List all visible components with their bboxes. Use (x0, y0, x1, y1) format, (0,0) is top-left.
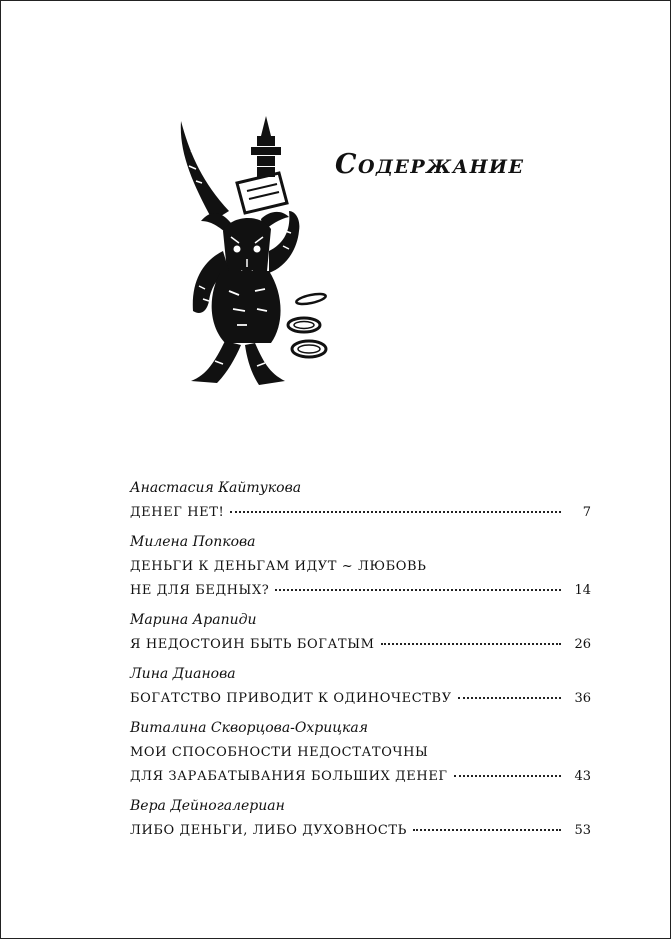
toc-entry (130, 478, 591, 523)
toc-author: Виталина Скворцова-Охрицкая (130, 720, 369, 736)
toc-page-number: 43 (574, 769, 591, 784)
toc-entry (130, 532, 591, 601)
toc-author: Лина Дианова (130, 666, 236, 682)
toc-author: Марина Арапиди (130, 612, 257, 628)
toc-chapter-title: НЕ ДЛЯ БЕДНЫХ? (130, 583, 270, 598)
dot-leader (413, 829, 561, 831)
dot-leader (230, 511, 561, 513)
toc-chapter-title: ДЕНЕГ НЕТ! (130, 505, 225, 520)
toc-page-number: 7 (582, 505, 591, 520)
toc-line[interactable] (130, 580, 591, 601)
devil-with-money-illustration (151, 111, 341, 396)
dot-leader (275, 589, 561, 591)
toc-chapter-title: ДЕНЬГИ К ДЕНЬГАМ ИДУТ ~ ЛЮБОВЬ (130, 559, 427, 574)
toc-author: Вера Дейногалериан (130, 798, 285, 814)
dot-leader (381, 643, 561, 645)
toc-line[interactable] (130, 742, 591, 763)
toc-chapter-title: Я НЕДОСТОИН БЫТЬ БОГАТЫМ (130, 637, 375, 652)
toc-line[interactable] (130, 556, 591, 577)
toc-entry (130, 718, 591, 787)
toc-page-number: 53 (574, 823, 591, 838)
dot-leader (454, 775, 561, 777)
toc-chapter-title: ЛИБО ДЕНЬГИ, ЛИБО ДУХОВНОСТЬ (130, 823, 408, 838)
dot-leader (458, 697, 561, 699)
toc-page-number: 26 (574, 637, 591, 652)
toc-line[interactable] (130, 502, 591, 523)
toc-chapter-title: МОИ СПОСОБНОСТИ НЕДОСТАТОЧНЫ (130, 745, 429, 760)
toc-entry (130, 610, 591, 655)
toc-page-number: 14 (574, 583, 591, 598)
toc-entry (130, 796, 591, 841)
toc-chapter-title: БОГАТСТВО ПРИВОДИТ К ОДИНОЧЕСТВУ (130, 691, 452, 706)
toc-author: Анастасия Кайтукова (130, 480, 302, 496)
toc-line[interactable] (130, 688, 591, 709)
toc-line[interactable] (130, 766, 591, 787)
toc-author: Милена Попкова (130, 534, 256, 550)
toc-line[interactable] (130, 820, 591, 841)
toc-page-number: 36 (574, 691, 591, 706)
toc-entry (130, 664, 591, 709)
page-title: Содержание (335, 149, 525, 180)
toc-line[interactable] (130, 634, 591, 655)
toc-chapter-title: ДЛЯ ЗАРАБАТЫВАНИЯ БОЛЬШИХ ДЕНЕГ (130, 769, 448, 784)
table-of-contents (130, 478, 591, 850)
